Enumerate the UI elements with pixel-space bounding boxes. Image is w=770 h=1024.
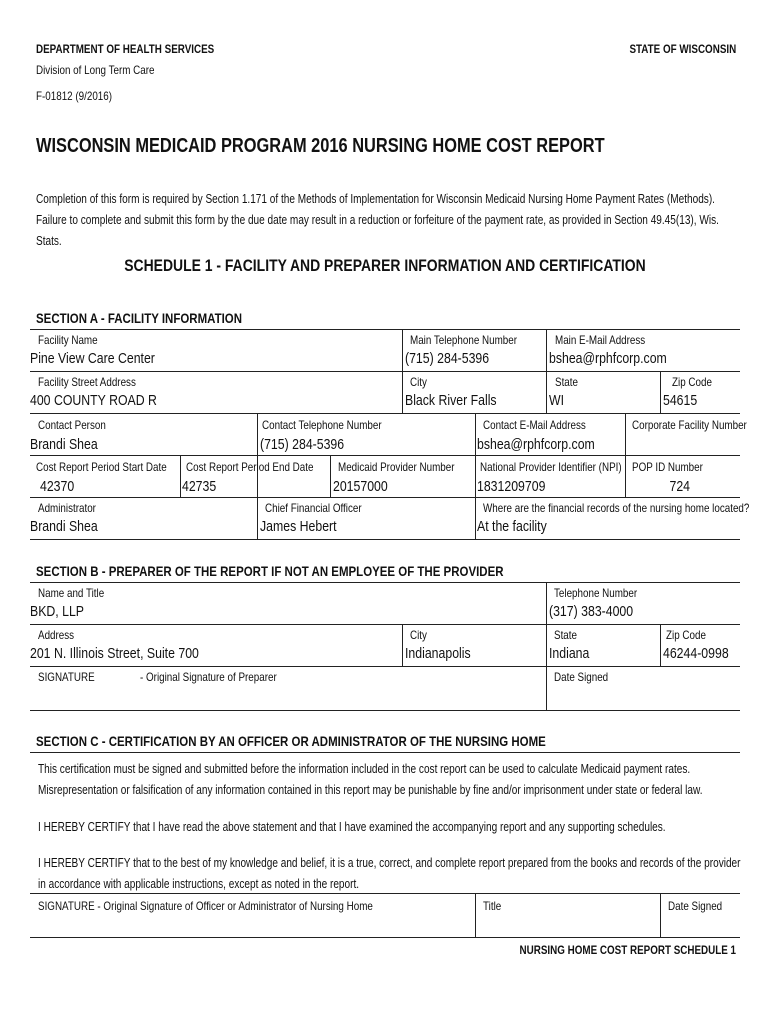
npi-field[interactable]: 1831209709 <box>477 478 546 495</box>
state-label: State <box>555 375 578 389</box>
city-field[interactable]: Black River Falls <box>405 392 497 409</box>
pop-id-label: POP ID Number <box>632 460 703 474</box>
main-email-field[interactable]: bshea@rphfcorp.com <box>549 350 667 367</box>
contact-email-field[interactable]: bshea@rphfcorp.com <box>477 436 595 453</box>
certify-read-statement: I HEREBY CERTIFY that I have read the above statement and that I have examined the accompanying report and any supporting schedules. <box>38 820 666 834</box>
certify-true-statement: I HEREBY CERTIFY that to the best of my knowledge and belief, it is a true, correct, and complete report prepared from the books and records of the provider in accordance with applicable instructions, except as noted in the report. <box>38 856 741 891</box>
period-start-field[interactable]: 42370 <box>40 478 75 495</box>
contact-person-label: Contact Person <box>38 418 106 432</box>
medicaid-provider-field[interactable]: 20157000 <box>333 478 388 495</box>
preparer-signature-note: - Original Signature of Preparer <box>140 670 277 684</box>
main-phone-field[interactable]: (715) 284-5396 <box>405 350 490 367</box>
division-name: Division of Long Term Care <box>36 63 155 77</box>
footer-schedule-name: NURSING HOME COST REPORT SCHEDULE 1 <box>519 943 736 957</box>
section-c-title: SECTION C - CERTIFICATION BY AN OFFICER OR ADMINISTRATOR OF THE NURSING HOME <box>36 733 546 749</box>
preparer-address-label: Address <box>38 628 75 642</box>
preparer-date-field[interactable] <box>550 686 735 708</box>
street-field[interactable]: 400 COUNTY ROAD R <box>30 392 157 409</box>
contact-phone-field[interactable]: (715) 284-5396 <box>260 436 345 453</box>
preparer-name-field[interactable]: BKD, LLP <box>30 603 85 620</box>
preparer-address-field[interactable]: 201 N. Illinois Street, Suite 700 <box>30 645 199 662</box>
administrator-field[interactable]: Brandi Shea <box>30 518 98 535</box>
section-b-title: SECTION B - PREPARER OF THE REPORT IF NOT AN EMPLOYEE OF THE PROVIDER <box>36 563 504 579</box>
officer-date-label: Date Signed <box>668 899 723 913</box>
facility-name-field[interactable]: Pine View Care Center <box>30 350 155 367</box>
department-name: DEPARTMENT OF HEALTH SERVICES <box>36 42 215 56</box>
zip-field[interactable]: 54615 <box>663 392 698 409</box>
period-start-label: Cost Report Period Start Date <box>36 460 167 474</box>
officer-signature-field[interactable] <box>36 915 471 935</box>
preparer-date-label: Date Signed <box>554 670 609 684</box>
preparer-phone-field[interactable]: (317) 383-4000 <box>549 603 634 620</box>
facility-name-label: Facility Name <box>38 333 98 347</box>
preparer-name-label: Name and Title <box>38 586 105 600</box>
contact-email-label: Contact E-Mail Address <box>483 418 586 432</box>
form-number: F-01812 (9/2016) <box>36 89 113 103</box>
state-name: STATE OF WISCONSIN <box>629 42 736 56</box>
intro-paragraph: Completion of this form is required by Section 1.171 of the Methods of Implementation for Wisconsin Medicaid Nursing Home Payment Rates (Methods). Failure to complete and submit this form by the due date may result in a reduction or forfeiture of the payment rate, as provided in Section 49.45(13), Wis. Stats. <box>36 192 719 248</box>
state-field[interactable]: WI <box>549 392 565 409</box>
city-label: City <box>410 375 427 389</box>
schedule-title: SCHEDULE 1 - FACILITY AND PREPARER INFORMATION AND CERTIFICATION <box>124 256 646 275</box>
form-title: WISCONSIN MEDICAID PROGRAM 2016 NURSING HOME COST REPORT <box>36 135 605 157</box>
contact-phone-label: Contact Telephone Number <box>262 418 382 432</box>
certification-paragraph: This certification must be signed and submitted before the information included in the cost report can be used to calculate Medicaid payment rates. Misrepresentation or falsification of any information contained in this report may be punishable by fine and/or imprisonment under state or federal law. <box>38 762 703 797</box>
street-label: Facility Street Address <box>38 375 136 389</box>
cfo-label: Chief Financial Officer <box>265 501 362 515</box>
preparer-zip-label: Zip Code <box>666 628 706 642</box>
officer-signature-label: SIGNATURE - Original Signature of Officer or Administrator of Nursing Home <box>38 899 373 913</box>
section-a-title: SECTION A - FACILITY INFORMATION <box>36 310 242 326</box>
pop-id-field[interactable]: 724 <box>669 478 690 495</box>
main-email-label: Main E-Mail Address <box>555 333 646 347</box>
main-phone-label: Main Telephone Number <box>410 333 518 347</box>
corporate-facility-field[interactable] <box>630 436 735 454</box>
contact-person-field[interactable]: Brandi Shea <box>30 436 98 453</box>
preparer-signature-label: SIGNATURE <box>38 670 95 684</box>
period-end-field[interactable]: 42735 <box>182 478 217 495</box>
administrator-label: Administrator <box>38 501 96 515</box>
cfo-field[interactable]: James Hebert <box>260 518 337 535</box>
officer-title-label: Title <box>483 899 502 913</box>
preparer-city-label: City <box>410 628 427 642</box>
officer-date-field[interactable] <box>665 915 737 935</box>
records-location-field[interactable]: At the facility <box>477 518 547 535</box>
period-end-label: Cost Report Period End Date <box>186 460 314 474</box>
medicaid-provider-label: Medicaid Provider Number <box>338 460 455 474</box>
corporate-facility-label: Corporate Facility Number <box>632 418 747 432</box>
preparer-state-label: State <box>554 628 577 642</box>
preparer-signature-field[interactable] <box>36 686 541 708</box>
zip-label: Zip Code <box>672 375 712 389</box>
preparer-zip-field[interactable]: 46244-0998 <box>663 645 729 662</box>
preparer-state-field[interactable]: Indiana <box>549 645 590 662</box>
preparer-phone-label: Telephone Number <box>554 586 638 600</box>
preparer-city-field[interactable]: Indianapolis <box>405 645 471 662</box>
officer-title-field[interactable] <box>480 915 655 935</box>
npi-label: National Provider Identifier (NPI) <box>480 460 622 474</box>
records-location-label: Where are the financial records of the nursing home located? <box>483 501 750 515</box>
